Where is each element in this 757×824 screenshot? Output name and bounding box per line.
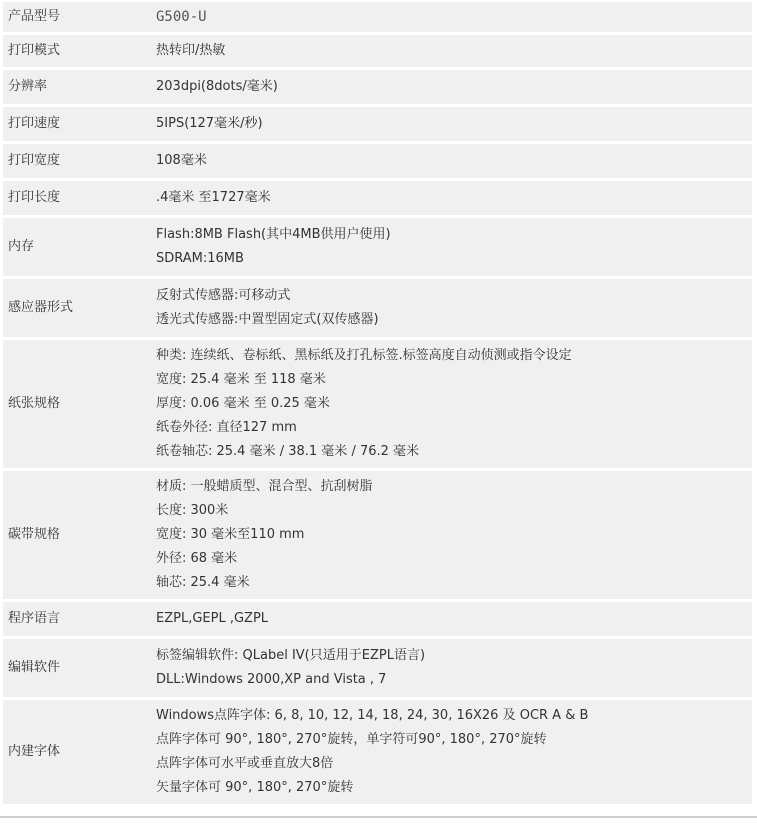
spec-value-line: 外径: 68 毫米	[156, 551, 238, 566]
spec-value	[150, 340, 752, 468]
spec-value-line: DLL:Windows 2000,XP and Vista , 7	[156, 672, 387, 687]
spec-label: 编辑软件	[3, 639, 150, 697]
spec-value-line: .4毫米 至1727毫米	[156, 190, 271, 205]
spec-value-line: 反射式传感器:可移动式	[156, 288, 291, 303]
spec-label: 程序语言	[3, 602, 150, 636]
spec-row	[3, 70, 752, 104]
spec-row	[3, 602, 752, 636]
spec-value	[150, 602, 752, 636]
spec-value-line: 轴芯: 25.4 毫米	[156, 575, 250, 590]
bottom-divider	[0, 816, 757, 818]
spec-label: 打印宽度	[3, 144, 150, 178]
spec-value-line: 种类: 连续纸、卷标纸、黑标纸及打孔标签.标签高度自动侦测或指令设定	[156, 348, 572, 363]
spec-row	[3, 639, 752, 697]
spec-value	[150, 144, 752, 178]
spec-label: 打印长度	[3, 181, 150, 215]
spec-row	[3, 279, 752, 337]
spec-row	[3, 218, 752, 276]
spec-value-line: Flash:8MB Flash(其中4MB供用户使用)	[156, 227, 391, 242]
spec-label: 产品型号	[3, 2, 150, 32]
spec-value-line: EZPL,GEPL ,GZPL	[156, 611, 269, 626]
spec-value-line: 标签编辑软件: QLabel IV(只适用于EZPL语言)	[156, 648, 426, 663]
spec-label: 纸张规格	[3, 340, 150, 468]
spec-label: 碳带规格	[3, 471, 150, 599]
spec-value-line: SDRAM:16MB	[156, 251, 244, 266]
spec-table-body	[3, 2, 752, 804]
spec-row	[3, 181, 752, 215]
spec-value-line: 厚度: 0.06 毫米 至 0.25 毫米	[156, 396, 330, 411]
spec-value	[150, 218, 752, 276]
spec-value-line: 长度: 300米	[156, 503, 229, 518]
spec-value-line: 203dpi(8dots/毫米)	[156, 79, 278, 94]
spec-value	[150, 279, 752, 337]
spec-label: 分辨率	[3, 70, 150, 104]
spec-value	[150, 471, 752, 599]
spec-value-line: 5IPS(127毫米/秒)	[156, 116, 263, 131]
spec-row	[3, 2, 752, 32]
spec-value	[150, 35, 752, 67]
spec-row	[3, 340, 752, 468]
spec-label: 感应器形式	[3, 279, 150, 337]
spec-row	[3, 35, 752, 67]
spec-label: 打印速度	[3, 107, 150, 141]
spec-value-line: 宽度: 30 毫米至110 mm	[156, 527, 305, 542]
spec-value-line: 108毫米	[156, 153, 207, 168]
spec-value	[150, 107, 752, 141]
spec-label: 打印模式	[3, 35, 150, 67]
spec-value-line: 点阵字体可 90°, 180°, 270°旋转，单字符可90°, 180°, 270°旋转	[156, 732, 547, 747]
spec-label: 内建字体	[3, 700, 150, 804]
spec-value-line: 纸卷外径: 直径127 mm	[156, 420, 297, 435]
spec-value	[150, 181, 752, 215]
spec-value	[150, 70, 752, 104]
spec-row	[3, 700, 752, 804]
spec-value-line: 热转印/热敏	[156, 43, 226, 58]
spec-row	[3, 144, 752, 178]
spec-value-line: 纸卷轴芯: 25.4 毫米 / 38.1 毫米 / 76.2 毫米	[156, 444, 420, 459]
spec-value-line: 矢量字体可 90°, 180°, 270°旋转	[156, 780, 354, 795]
spec-table	[3, 0, 752, 807]
spec-value-line: 点阵字体可水平或垂直放大8倍	[156, 756, 334, 771]
spec-value-line: Windows点阵字体: 6, 8, 10, 12, 14, 18, 24, 30, 16X26 及 OCR A & B	[156, 708, 589, 723]
spec-row	[3, 471, 752, 599]
spec-value	[150, 700, 752, 804]
spec-row	[3, 107, 752, 141]
spec-label: 内存	[3, 218, 150, 276]
spec-value-line: 宽度: 25.4 毫米 至 118 毫米	[156, 372, 326, 387]
spec-value-line: 透光式传感器:中置型固定式(双传感器)	[156, 312, 379, 327]
spec-value	[150, 2, 752, 32]
spec-value	[150, 639, 752, 697]
spec-value-line: G500-U	[156, 9, 207, 25]
spec-value-line: 材质: 一般蜡质型、混合型、抗刮树脂	[156, 479, 373, 494]
